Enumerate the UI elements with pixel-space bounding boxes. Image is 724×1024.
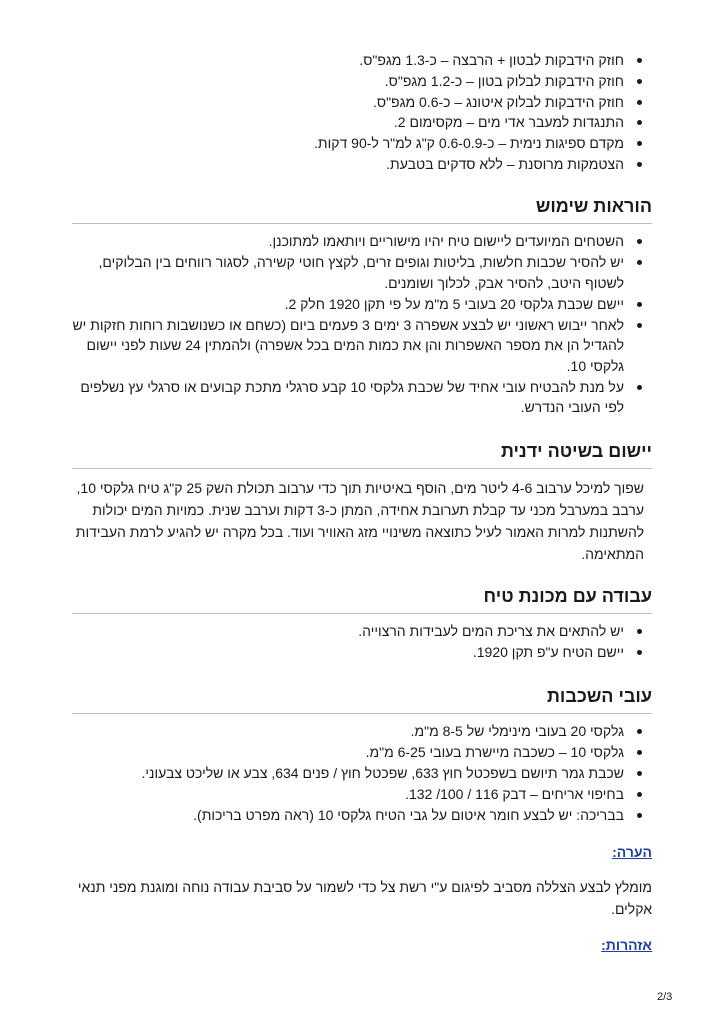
document-page <box>72 42 652 955</box>
list-item: לאחר ייבוש ראשוני יש לבצע אשפרה 3 ימים 3 פעמים ביום (כשחם או כשנושבות רוחות חזקות יש להגדיל הן את מספר האשפרות והן את כמות המים בכל אשפרה) ולהמתין 24 שעות לפני יישום גלקסי 10. <box>72 315 652 377</box>
list-item: התנגדות למעבר אדי מים – מקסימום 2. <box>72 112 652 133</box>
manual-application-heading: יישום בשיטה ידנית <box>72 439 652 469</box>
layers-heading: עובי השכבות <box>72 684 652 714</box>
list-item: חוזק הידבקות לבטון + הרבצה – כ-1.3 מגפ"ס. <box>72 50 652 71</box>
warnings-label: אזהרות: <box>601 936 652 953</box>
list-item: על מנת להבטיח עובי אחיד של שכבת גלקסי 10 קבע סרגלי מתכת קבועים או סרגלי עץ נשלפים לפי העובי הנדרש. <box>72 377 652 418</box>
machine-heading: עבודה עם מכונת טיח <box>72 584 652 614</box>
layers-list <box>72 721 652 826</box>
page-number: 2/3 <box>657 991 673 1003</box>
note-text: מומלץ לבצע הצללה מסביב לפיגום ע"י רשת צל כדי לשמור על סביבת עבודה נוחה ומוגנת מפני תנאי אקלים. <box>77 878 652 917</box>
list-item: יישם הטיח ע"פ תקן 1920. <box>72 642 652 663</box>
manual-application-text: שפוך למיכל ערבוב 4-6 ליטר מים, הוסף באיטיות תוך כדי ערבוב תכולת השק 25 ק"ג טיח גלקסי 10, ערבב במערבל מכני עד קבלת תערובת אחידה, המתן כ-3 דקות וערבב שנית. כמויות המים יכולות להשתנות למרות האמור לעיל כתוצאה משינויי מזג האוויר ועוד. בכל מקרה יש להגיע לרמת העבידות המתאימה. <box>75 479 644 562</box>
list-item: גלקסי 10 – כשכבה מיישרת בעובי 6-25 מ"מ. <box>72 742 652 763</box>
list-item: יש להתאים את צריכת המים לעבידות הרצוייה. <box>72 621 652 642</box>
list-item: בחיפוי אריחים – דבק 116 / 100/ 132. <box>72 784 652 805</box>
note-label: הערה: <box>612 843 652 860</box>
list-item: בבריכה: יש לבצע חומר איטום על גבי הטיח גלקסי 10 (ראה מפרט בריכות). <box>72 805 652 826</box>
list-item: השטחים המיועדים ליישום טיח יהיו מישוריים ויותאמו למתוכנן. <box>72 231 652 252</box>
usage-heading: הוראות שימוש <box>72 194 652 224</box>
properties-list <box>72 50 652 174</box>
usage-list <box>72 231 652 418</box>
machine-list <box>72 621 652 663</box>
list-item: יש להסיר שכבות חלשות, בליטות וגופים זרים, לקצץ חוטי קשירה, לסגור רווחים בין הבלוקים, לשטוף היטב, להסיר אבק, לכלוך ושומנים. <box>72 252 652 293</box>
list-item: שכבת גמר תיושם בשפכטל חוץ 633, שפכטל חוץ / פנים 634, צבע או שליכט צבעוני. <box>72 763 652 784</box>
list-item: חוזק הידבקות לבלוק בטון – כ-1.2 מגפ"ס. <box>72 71 652 92</box>
note-section <box>72 844 652 862</box>
list-item: יישם שכבת גלקסי 20 בעובי 5 מ"מ על פי תקן 1920 חלק 2. <box>72 294 652 315</box>
list-item: גלקסי 20 בעובי מינימלי של 8-5 מ"מ. <box>72 721 652 742</box>
list-item: מקדם ספיגות נימית – כ-0.6-0.9 ק"ג למ"ר ל-90 דקות. <box>72 133 652 154</box>
warnings-section <box>72 937 652 955</box>
list-item: הצטמקות מרוסנת – ללא סדקים בטבעת. <box>72 154 652 175</box>
list-item: חוזק הידבקות לבלוק איטונג – כ-0.6 מגפ"ס. <box>72 92 652 113</box>
